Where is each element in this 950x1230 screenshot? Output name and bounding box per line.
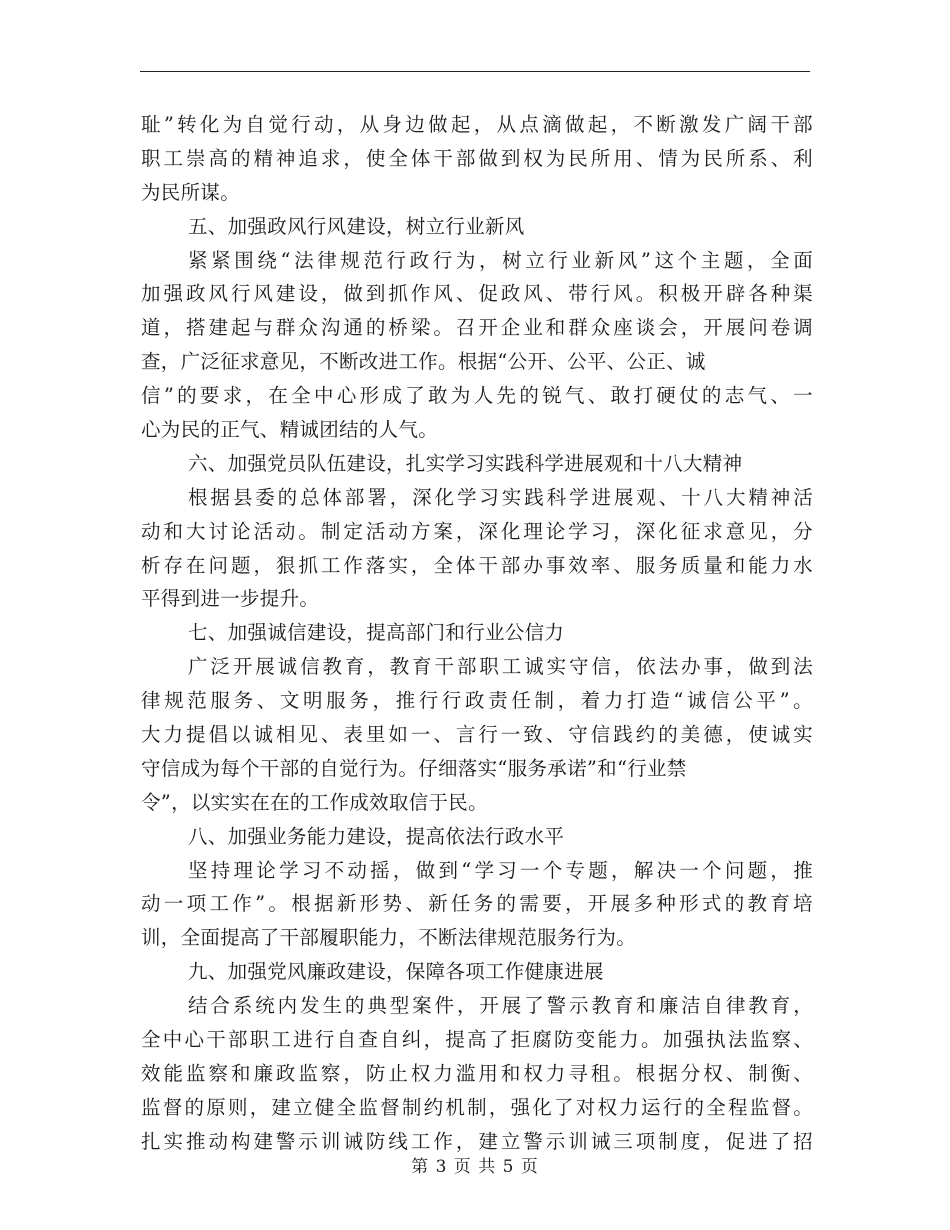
text-line: 大力提倡以诚相见、表里如一、言行一致、守信践约的美德，使诚实 xyxy=(141,723,813,747)
text-line: 道，搭建起与群众沟通的桥梁。召开企业和群众座谈会，开展问卷调 xyxy=(141,316,813,340)
text-line: 五、加强政风行风建设，树立行业新风 xyxy=(188,214,525,238)
document-body xyxy=(141,108,813,1159)
text-line: 效能监察和廉政监察，防止权力滥用和权力寻租。根据分权、制衡、 xyxy=(141,1061,813,1085)
text-line: 动和大讨论活动。制定活动方案，深化理论学习，深化征求意见，分 xyxy=(141,519,813,543)
text-line: 七、加强诚信建设，提高部门和行业公信力 xyxy=(188,621,565,645)
text-line: 动一项工作”。根据新形势、新任务的需要，开展多种形式的教育培 xyxy=(141,892,813,916)
text-line: 监督的原则，建立健全监督制约机制，强化了对权力运行的全程监督。 xyxy=(141,1095,813,1119)
text-line: 职工崇高的精神追求，使全体干部做到权为民所用、情为民所系、利 xyxy=(141,146,813,170)
text-line: 根据县委的总体部署，深化学习实践科学进展观、十八大精神活 xyxy=(188,485,813,509)
text-line: 查，广泛征求意见，不断改进工作。根据“公开、公平、公正、诚 xyxy=(141,350,706,374)
text-line: 八、加强业务能力建设，提高依法行政水平 xyxy=(188,824,565,848)
text-line: 为民所谋。 xyxy=(141,180,241,204)
text-line: 心为民的正气、精诚团结的人气。 xyxy=(141,418,439,442)
text-line: 律规范服务、文明服务，推行行政责任制，着力打造“诚信公平”。 xyxy=(141,689,813,713)
text-line: 平得到进一步提升。 xyxy=(141,587,320,611)
text-line: 信”的要求，在全中心形成了敢为人先的锐气、敢打硬仗的志气、一 xyxy=(141,384,813,408)
text-line: 九、加强党风廉政建设，保障各项工作健康进展 xyxy=(188,960,604,984)
text-line: 训，全面提高了干部履职能力，不断法律规范服务行为。 xyxy=(141,926,637,950)
text-line: 守信成为每个干部的自觉行为。仔细落实“服务承诺”和“行业禁 xyxy=(141,756,687,780)
text-line: 扎实推动构建警示训诫防线工作，建立警示训诫三项制度，促进了招 xyxy=(141,1129,813,1153)
text-line: 析存在问题，狠抓工作落实，全体干部办事效率、服务质量和能力水 xyxy=(141,553,813,577)
text-line: 加强政风行风建设，做到抓作风、促政风、带行风。积极开辟各种渠 xyxy=(141,282,813,306)
text-line: 紧紧围绕“法律规范行政行为，树立行业新风”这个主题，全面 xyxy=(188,248,813,272)
text-line: 坚持理论学习不动摇，做到“学习一个专题，解决一个问题，推 xyxy=(188,858,813,882)
header-rule xyxy=(140,71,810,72)
text-line: 结合系统内发生的典型案件，开展了警示教育和廉洁自律教育， xyxy=(188,994,813,1018)
text-line: 令”，以实实在在的工作成效取信于民。 xyxy=(141,790,488,814)
text-line: 六、加强党员队伍建设，扎实学习实践科学进展观和十八大精神 xyxy=(188,451,743,475)
text-line: 全中心干部职工进行自查自纠，提高了拒腐防变能力。加强执法监察、 xyxy=(141,1028,813,1052)
page-footer: 第 3 页 共 5 页 xyxy=(411,1157,539,1177)
text-line: 耻”转化为自觉行动，从身边做起，从点滴做起，不断激发广阔干部 xyxy=(141,113,813,136)
text-line: 广泛开展诚信教育，教育干部职工诚实守信，依法办事，做到法 xyxy=(188,655,813,679)
